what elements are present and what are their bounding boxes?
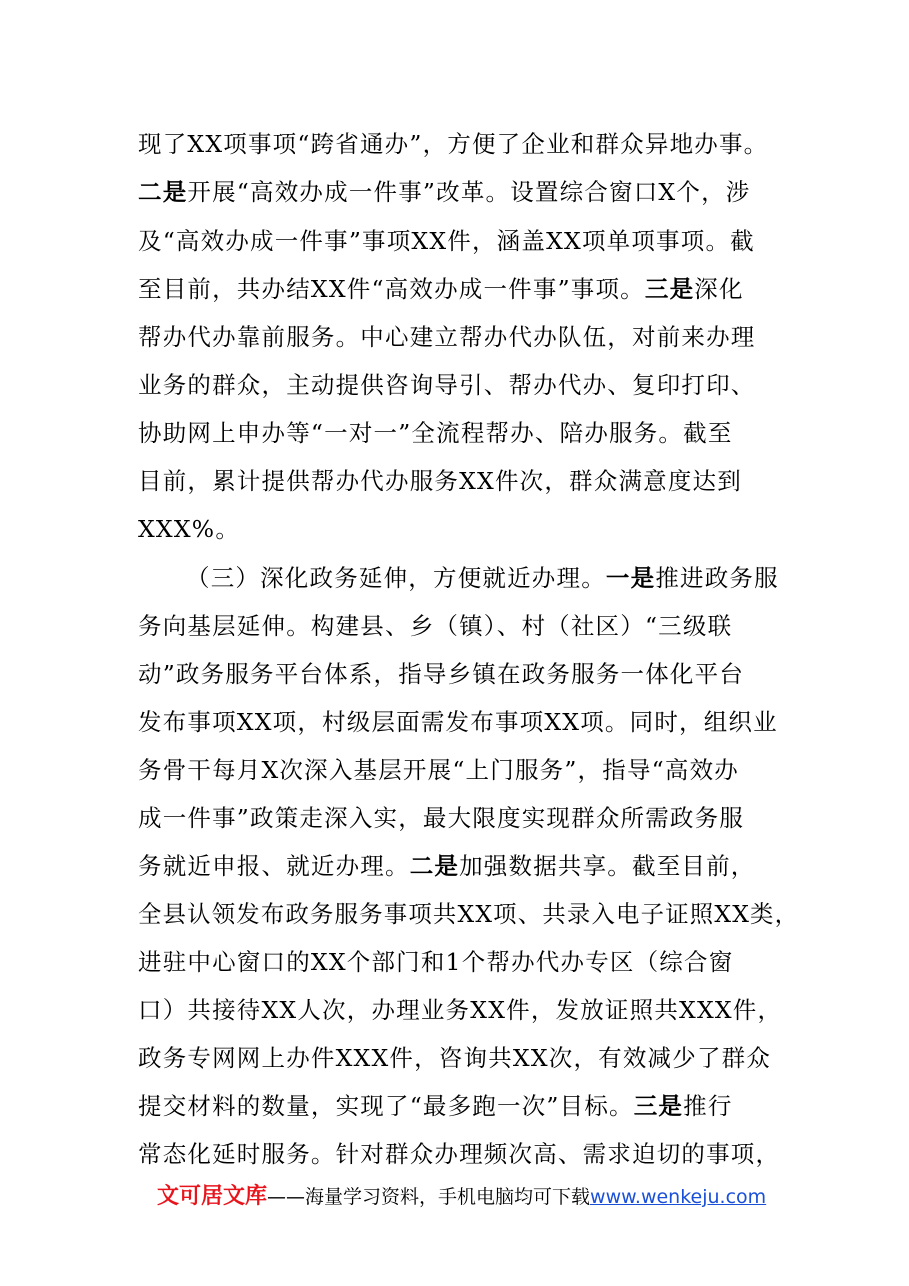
line-text: 全县认领发布政务服务事项共XX项、共录入电子证照XX类， xyxy=(138,900,800,928)
line-text: 帮办代办靠前服务。中心建立帮办代办队伍，对前来办理 xyxy=(138,323,756,351)
line-tail: 推进政务服 xyxy=(655,564,779,592)
text-line xyxy=(138,610,732,642)
text-line xyxy=(138,176,750,208)
footer-slogan: ——海量学习资料，手机电脑均可下载 xyxy=(267,1186,591,1208)
line-text: 协助网上申办等“一对一”全流程帮办、陪办服务。截至 xyxy=(138,419,733,447)
line-tail: 加强数据共享。截至目前， xyxy=(459,852,756,880)
text-line xyxy=(138,417,733,449)
line-tail: 推行 xyxy=(683,1092,733,1120)
line-text: 常态化延时服务。针对群众办理频次高、需求迫切的事项， xyxy=(138,1140,781,1168)
line-text: 务就近申报、就近办理。 xyxy=(138,852,410,880)
text-line xyxy=(186,562,779,594)
text-line xyxy=(138,658,744,690)
text-line xyxy=(138,706,778,738)
line-text: 开展“高效办成一件事”改革。设置综合窗口X个，涉 xyxy=(187,178,751,206)
line-mid-bold: 三是 xyxy=(644,275,695,303)
line-text: 口）共接待XX人次，办理业务XX件，发放证照共XXX件， xyxy=(138,996,783,1024)
text-line xyxy=(138,1090,733,1122)
line-text: 进驻中心窗口的XX个部门和1个帮办代办专区（综合窗 xyxy=(138,948,734,976)
line-text: 政务专网网上办件XXX件，咨询共XX次，有效减少了群众 xyxy=(138,1044,772,1072)
footer-site-link[interactable]: www.wenkeju.com xyxy=(590,1186,767,1208)
line-text: 提交材料的数量，实现了“最多跑一次”目标。 xyxy=(138,1092,634,1120)
text-line xyxy=(138,946,733,978)
text-line xyxy=(138,850,756,882)
line-text: 现了XX项事项“跨省通办”，方便了企业和群众异地办事。 xyxy=(138,130,769,158)
line-lead-bold: 二是 xyxy=(138,178,188,206)
line-mid-bold: 三是 xyxy=(633,1092,684,1120)
text-line xyxy=(138,754,739,786)
text-line xyxy=(138,369,756,401)
footer-banner xyxy=(157,1180,766,1214)
footer-brand: 文可居文库 xyxy=(157,1184,268,1209)
text-line xyxy=(138,513,240,545)
text-line xyxy=(138,1042,771,1074)
line-text: 及“高效办成一件事”事项XX件，涵盖XX项单项事项。截 xyxy=(138,227,755,255)
line-text: 动”政务服务平台体系，指导乡镇在政务服务一体化平台 xyxy=(138,660,745,688)
line-text: 成一件事”政策走深入实，最大限度实现群众所需政务服 xyxy=(138,804,745,832)
text-line xyxy=(138,898,799,930)
line-mid-bold: 一是 xyxy=(605,564,656,592)
text-line xyxy=(138,1138,780,1170)
text-line xyxy=(138,802,744,834)
text-line xyxy=(138,994,782,1026)
text-line xyxy=(138,321,756,353)
line-mid-bold: 二是 xyxy=(409,852,460,880)
line-text: 务骨干每月X次深入基层开展“上门服务”，指导“高效办 xyxy=(138,756,739,784)
text-line xyxy=(138,273,744,305)
line-text: （三）深化政务延伸，方便就近办理。 xyxy=(186,564,606,592)
line-text: 业务的群众，主动提供咨询导引、帮办代办、复印打印、 xyxy=(138,371,756,399)
line-text: 务向基层延伸。构建县、乡（镇）、村（社区）“三级联 xyxy=(138,612,733,640)
line-text: 目前，累计提供帮办代办服务XX件次，群众满意度达到 xyxy=(138,467,742,495)
line-tail: 深化 xyxy=(694,275,744,303)
line-text: XXX%。 xyxy=(138,515,241,543)
line-text: 至目前，共办结XX件“高效办成一件事”事项。 xyxy=(138,275,645,303)
text-line xyxy=(138,225,755,257)
text-line xyxy=(138,128,768,160)
line-text: 发布事项XX项，村级层面需发布事项XX项。同时，组织业 xyxy=(138,708,778,736)
text-line xyxy=(138,465,742,497)
